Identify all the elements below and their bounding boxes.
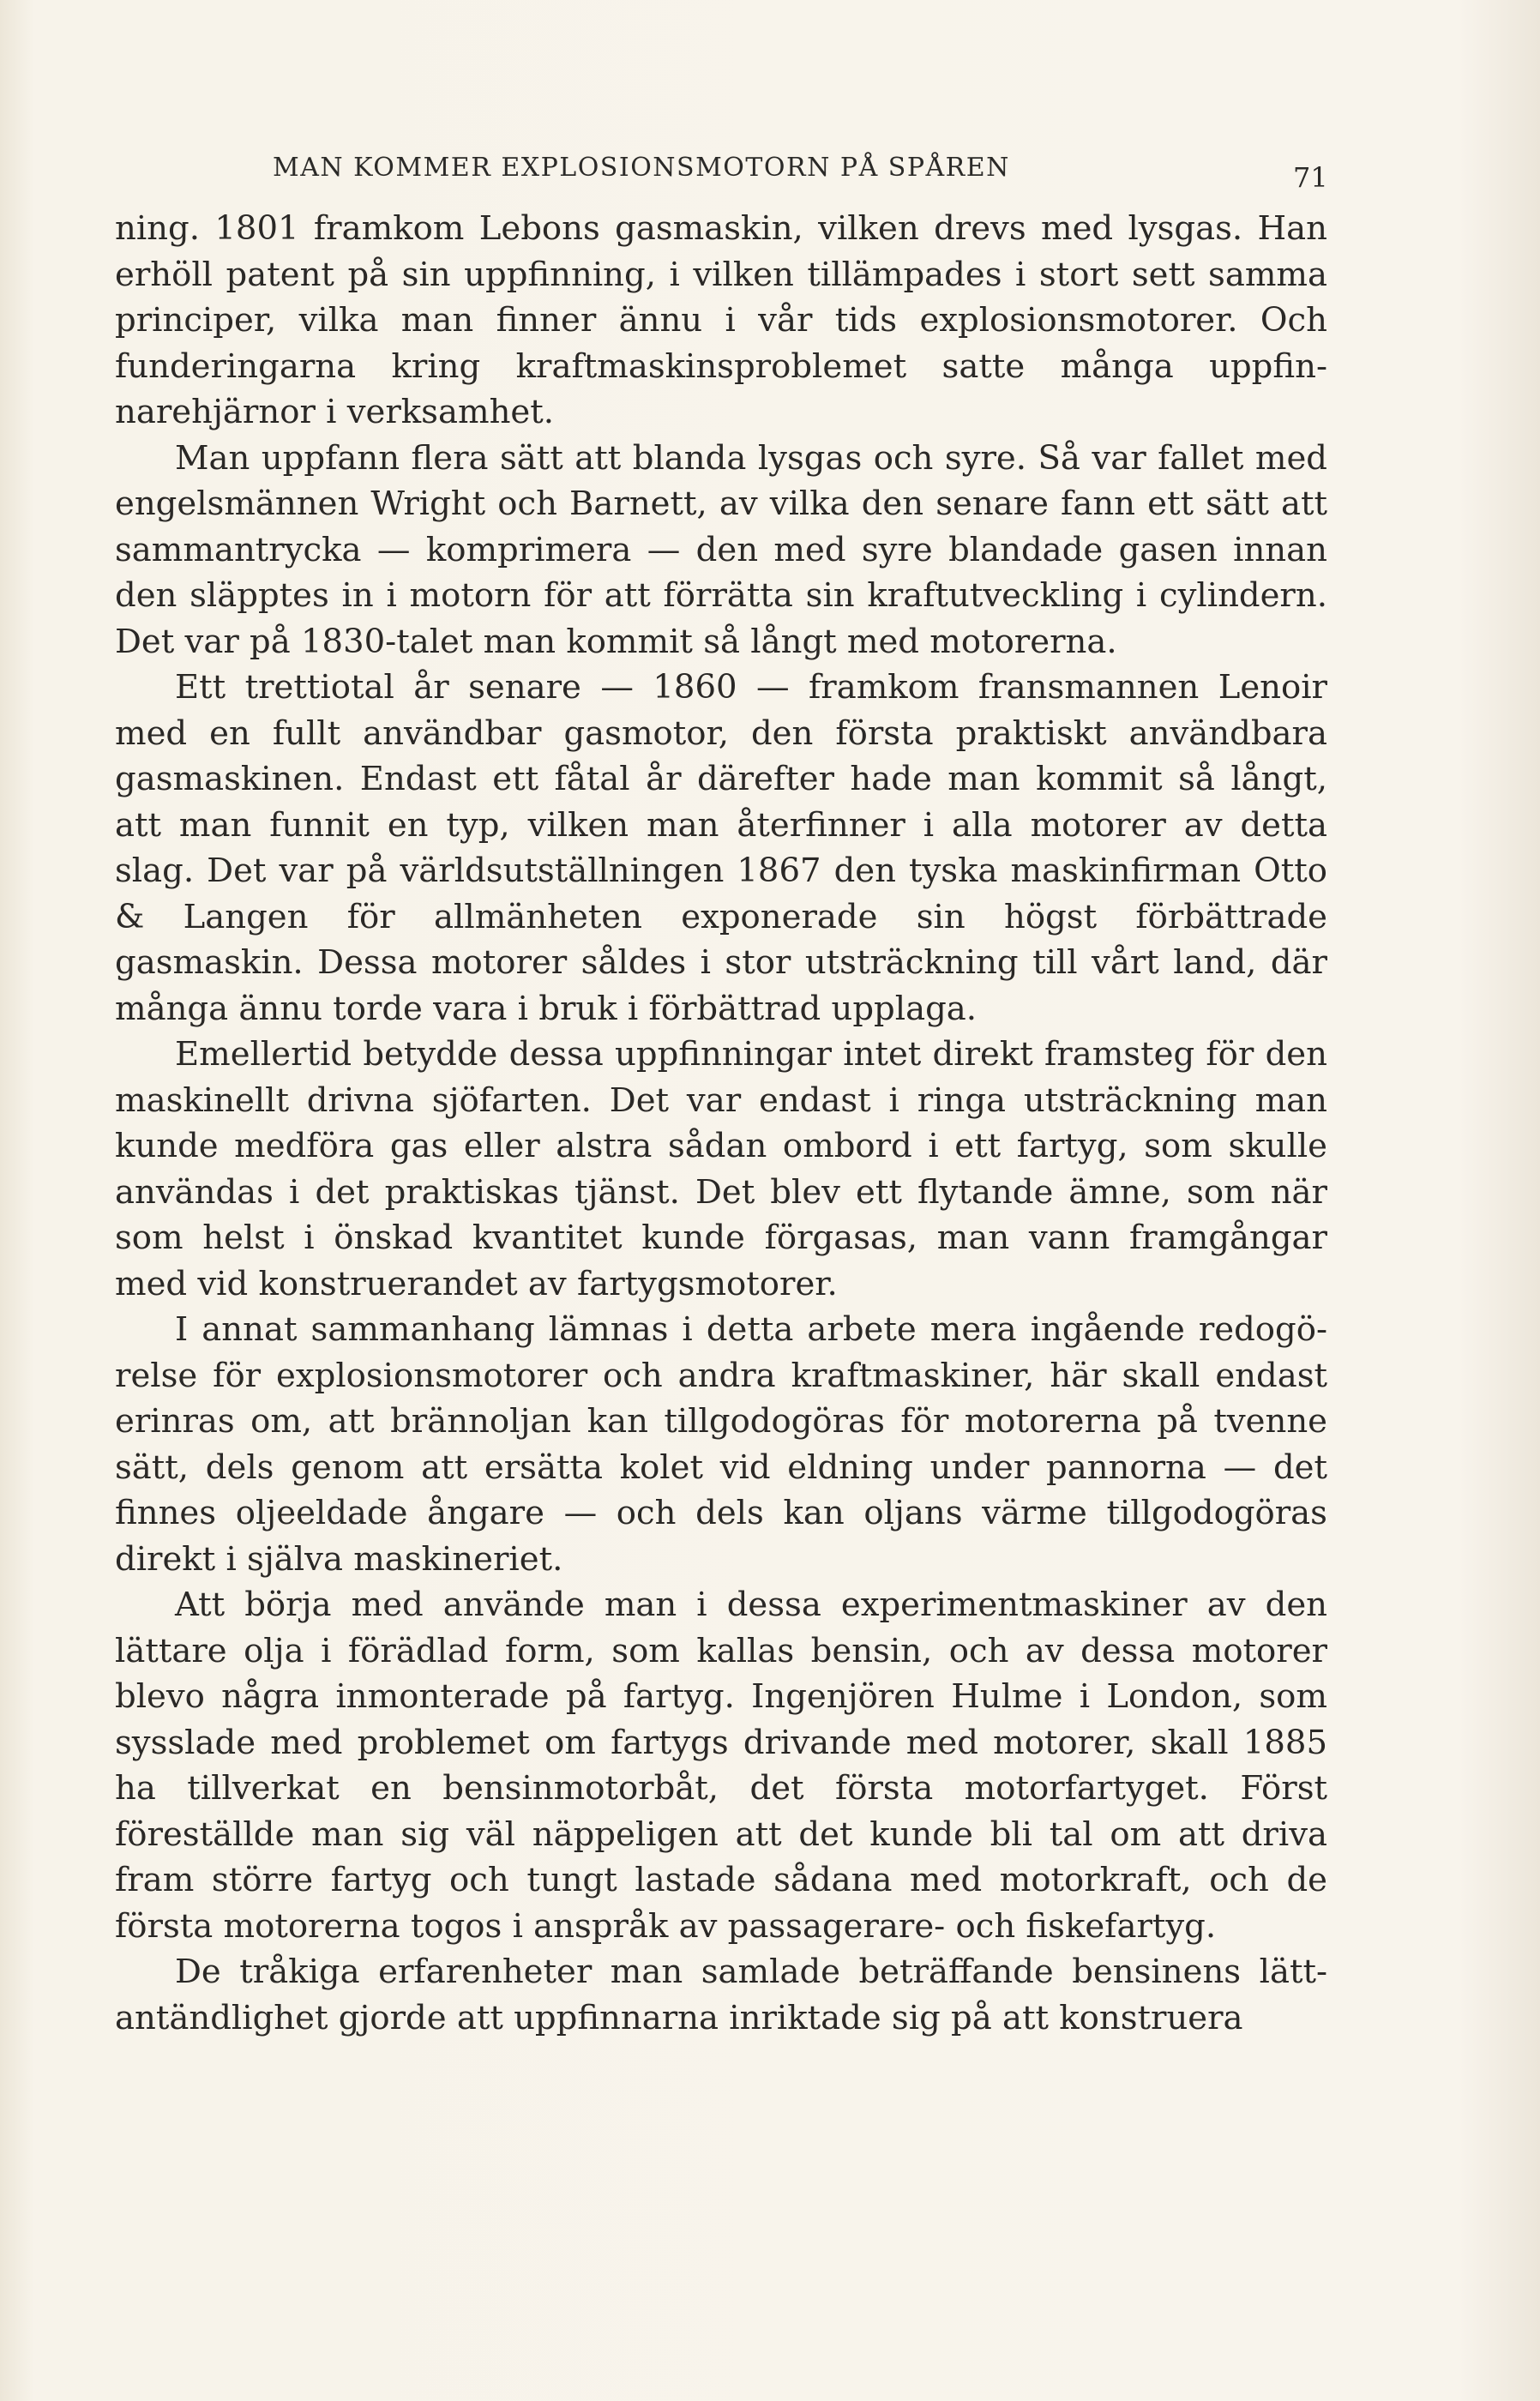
- body-text: [115, 206, 1327, 2041]
- paragraph-1: ning. 1801 framkom Lebons gasmaskin, vilken drevs med lysgas. Han erhöll patent på sin uppfinning, i vilken tillämpades i stort sett samma principer, vilka man finner ännu i vår tids explosionsmotorer. Och funderingarna kring kraftmaskinsproblemet satte många uppfinnarehjärnor i verksamhet.: [115, 209, 1327, 431]
- page-header: [0, 146, 1540, 197]
- paragraph-4: Emellertid betydde dessa uppfinningar intet direkt framsteg för den maskinellt drivna sjöfarten. Det var endast i ringa utsträckning man kunde medföra gas eller alstra sådan ombord i ett fartyg, som skulle användas i det praktiskas tjänst. Det blev ett flytande ämne, som när som helst i önskad kvantitet kunde förgasas, man vann framgångar med vid konstruerandet av fartygsmotorer.: [115, 1035, 1327, 1303]
- paragraph-2: Man uppfann flera sätt att blanda lysgas och syre. Så var fallet med engelsmännen Wright och Barnett, av vilka den senare fann ett sätt att sammantrycka — komprimera — den med syre blandade gasen innan den släpptes in i motorn för att förrätta sin kraftutveckling i cylindern. Det var på 1830-talet man kommit så långt med motorerna.: [115, 438, 1327, 661]
- running-head: MAN KOMMER EXPLOSIONSMOTORN PÅ SPÅREN: [273, 153, 1010, 183]
- paragraph-6: Att börja med använde man i dessa experimentmaskiner av den lättare olja i förädlad form, som kallas bensin, och av dessa motorer blevo några inmonterade på fartyg. Ingenjören Hulme i London, som sysslade med problemet om fartygs drivande med motorer, skall 1885 ha tillverkat en bensinmotorbåt, det första motorfartyget. Först föreställde man sig väl näppeligen att det kunde bli tal om att driva fram större fartyg och tungt lastade sådana med motorkraft, och de första motorerna togos i anspråk av passagerare- och fiskefartyg.: [115, 1586, 1327, 1946]
- paragraph-3: Ett trettiotal år senare — 1860 — framkom fransmannen Lenoir med en fullt användbar gasmotor, den första praktiskt användbara gasmaskinen. Endast ett fåtal år därefter hade man kommit så långt, att man funnit en typ, vilken man återfinner i alla motorer av detta slag. Det var på världsutställningen 1867 den tyska maskinfirman Otto & Langen för allmänheten exponerade sin högst förbättrade gasmaskin. Dessa motorer såldes i stor utsträckning till vårt land, där många ännu torde vara i bruk i förbättrad upplaga.: [115, 668, 1327, 1028]
- paragraph-5: I annat sammanhang lämnas i detta arbete mera ingående redogörelse för explosionsmotorer och andra kraftmaskiner, här skall endast erinras om, att brännoljan kan tillgodogöras för motorerna på tvenne sätt, dels genom att ersätta kolet vid eldning under pannorna — det finnes oljeeldade ångare — och dels kan oljans värme tillgodogöras direkt i själva maskineriet.: [115, 1310, 1327, 1579]
- page-number: 71: [1293, 161, 1328, 194]
- paragraph-7: De tråkiga erfarenheter man samlade beträffande bensinens lättantändlighet gjorde att uppfinnarna inriktade sig på att konstruera: [115, 1953, 1327, 2037]
